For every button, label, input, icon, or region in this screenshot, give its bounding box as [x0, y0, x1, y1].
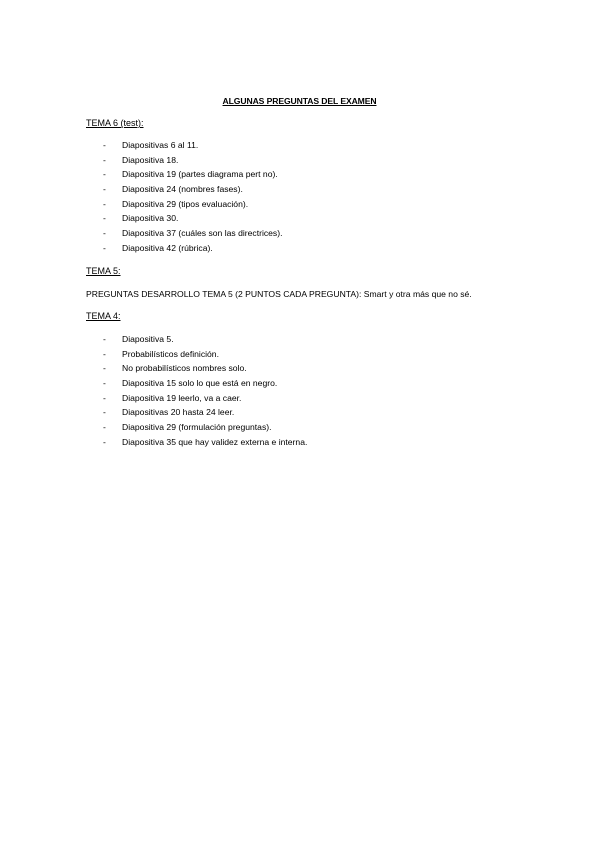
list-item-text: Diapositiva 15 solo lo que está en negro. [122, 378, 278, 389]
list-bullet: - [103, 348, 106, 359]
list-bullet: - [103, 422, 106, 433]
list-item-text: Diapositiva 5. [122, 334, 174, 344]
list-item-text: Diapositiva 37 (cuáles son las directrices). [122, 228, 283, 239]
list-item-text: Diapositiva 29 (formulación preguntas). [122, 422, 272, 433]
list-item-text: Diapositiva 35 que hay validez externa e interna. [122, 436, 308, 447]
list-bullet: - [103, 140, 106, 150]
section-heading-tema-5: TEMA 5: [86, 266, 121, 276]
list-item-text: No probabilísticos nombres solo. [122, 363, 247, 374]
list-bullet: - [103, 198, 106, 209]
list-item-text: Diapositivas 20 hasta 24 leer. [122, 407, 235, 418]
list-item-text: Probabilísticos definición. [122, 348, 219, 359]
list-item-text: Diapositiva 19 (partes diagrama pert no). [122, 169, 278, 180]
list-item-text: Diapositivas 6 al 11. [122, 140, 199, 150]
list-item-text: Diapositiva 19 leerlo, va a caer. [122, 392, 242, 403]
section-heading-tema-6: TEMA 6 (test): [86, 118, 144, 128]
list-item-text: Diapositiva 24 (nombres fases). [122, 184, 243, 195]
document-title: ALGUNAS PREGUNTAS DEL EXAMEN [222, 96, 377, 106]
list-item-text: Diapositiva 18. [122, 154, 179, 165]
list-bullet: - [103, 213, 106, 224]
list-bullet: - [103, 378, 106, 389]
list-item-text: Diapositiva 30. [122, 213, 179, 224]
list-item-text: Diapositiva 29 (tipos evaluación). [122, 198, 249, 209]
list-bullet: - [103, 407, 106, 418]
list-bullet: - [103, 334, 106, 344]
list-bullet: - [103, 228, 106, 239]
tema-5-paragraph: PREGUNTAS DESARROLLO TEMA 5 (2 PUNTOS CADA PREGUNTA): Smart y otra más que no sé. [86, 289, 472, 299]
list-bullet: - [103, 363, 106, 374]
list-bullet: - [103, 154, 106, 165]
list-bullet: - [103, 242, 106, 253]
list-bullet: - [103, 392, 106, 403]
list-bullet: - [103, 169, 106, 180]
section-heading-tema-4: TEMA 4: [86, 311, 121, 321]
list-bullet: - [103, 436, 106, 447]
list-bullet: - [103, 184, 106, 195]
list-item-text: Diapositiva 42 (rúbrica). [122, 242, 213, 253]
